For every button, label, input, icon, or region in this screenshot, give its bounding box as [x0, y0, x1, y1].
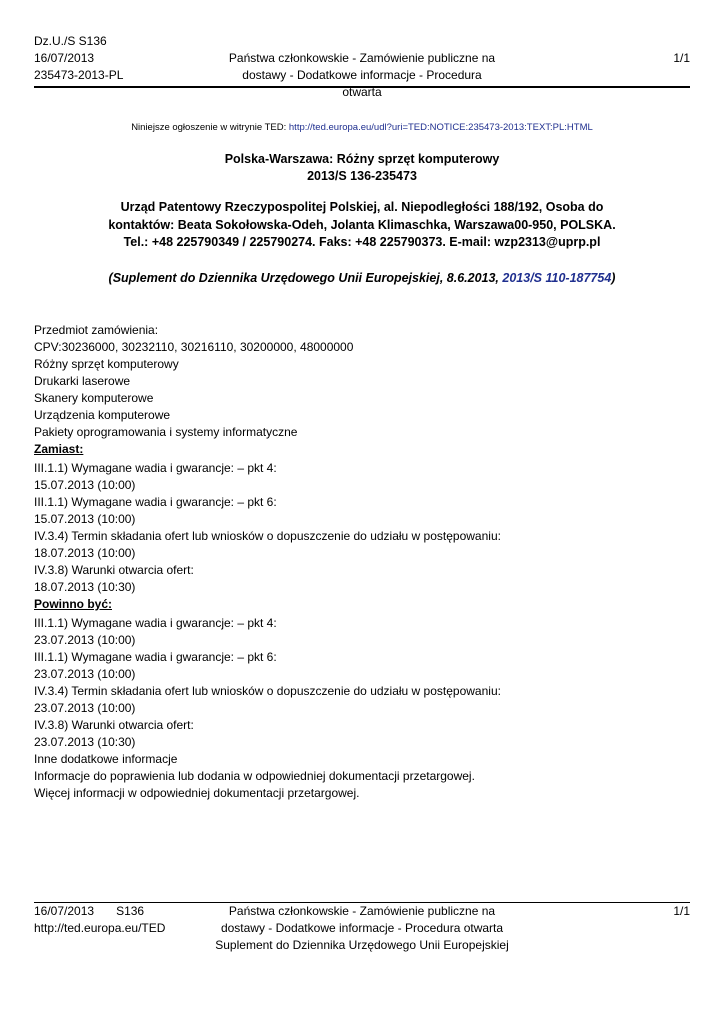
subject-item: Skanery komputerowe	[34, 391, 154, 405]
subject-item: Różny sprzęt komputerowy	[34, 357, 179, 371]
should-be-line: 23.07.2013 (10:00)	[34, 633, 136, 647]
ted-notice-link[interactable]: http://ted.europa.eu/udl?uri=TED:NOTICE:235473-2013:TEXT:PL:HTML	[288, 122, 593, 133]
supplement-suffix: )	[611, 271, 616, 285]
ted-notice-line	[0, 122, 724, 134]
footer-type-line: Państwa członkowskie - Zamówienie publiczne na	[228, 904, 496, 918]
notice-title-line: Polska-Warszawa: Różny sprzęt komputerowy	[224, 152, 500, 166]
instead-line: 15.07.2013 (10:00)	[34, 512, 136, 526]
instead-line: 18.07.2013 (10:30)	[34, 580, 136, 594]
additional-info-line: Więcej informacji w odpowiedniej dokumentacji przetargowej.	[34, 786, 360, 800]
footer-notice-type	[204, 903, 520, 954]
should-be-line: 23.07.2013 (10:00)	[34, 667, 136, 681]
instead-line: 18.07.2013 (10:00)	[34, 546, 136, 560]
footer-series: S136	[116, 904, 145, 918]
supplement-reference	[0, 270, 724, 287]
should-be-line: 23.07.2013 (10:00)	[34, 701, 136, 715]
authority-line: Urząd Patentowy Rzeczypospolitej Polskiej, al. Niepodległości 188/192, Osoba do	[120, 200, 604, 214]
instead-heading: Zamiast:	[34, 442, 84, 456]
header-date: 16/07/2013	[34, 51, 95, 65]
notice-title-number: 2013/S 136-235473	[307, 169, 417, 183]
authority-line: kontaktów: Beata Sokołowska-Odeh, Jolanta Klimaschka, Warszawa00-950, POLSKA.	[108, 217, 616, 232]
footer-type-line: Suplement do Dziennika Urzędowego Unii Europejskiej	[215, 938, 509, 952]
contracting-authority	[80, 199, 644, 252]
notice-body	[34, 322, 684, 802]
page-footer	[34, 903, 690, 957]
supplement-link[interactable]: 2013/S 110-187754	[502, 271, 612, 285]
footer-date-row	[34, 903, 204, 920]
subject-item: Pakiety oprogramowania i systemy informatyczne	[34, 425, 298, 439]
footer-reference	[34, 903, 204, 937]
subject-item: Drukarki laserowe	[34, 374, 131, 388]
should-be-line: 23.07.2013 (10:30)	[34, 735, 136, 749]
should-be-line: III.1.1) Wymagane wadia i gwarancje: – pkt 4:	[34, 616, 277, 630]
header-notice-number: 235473-2013-PL	[34, 68, 124, 82]
footer-date: 16/07/2013	[34, 904, 95, 918]
subject-label: Przedmiot zamówienia:	[34, 323, 159, 337]
instead-line: III.1.1) Wymagane wadia i gwarancje: – pkt 6:	[34, 495, 277, 509]
supplement-prefix: (Suplement do Dziennika Urzędowego Unii Europejskiej, 8.6.2013,	[108, 271, 499, 285]
additional-info-line: Informacje do poprawienia lub dodania w odpowiedniej dokumentacji przetargowej.	[34, 769, 475, 783]
notice-title	[0, 151, 724, 185]
ted-notice-prefix: Niniejsze ogłoszenie w witrynie TED:	[131, 122, 287, 133]
should-be-line: IV.3.4) Termin składania ofert lub wniosków o dopuszczenie do udziału w postępowaniu:	[34, 684, 501, 698]
footer-page-number: 1/1	[673, 904, 690, 918]
header-notice-type	[224, 50, 500, 101]
authority-line: Tel.: +48 225790349 / 225790274. Faks: +48 225790373. E-mail: wzp2313@uprp.pl	[123, 235, 601, 249]
header-divider	[34, 86, 690, 88]
instead-line: III.1.1) Wymagane wadia i gwarancje: – pkt 4:	[34, 461, 277, 475]
header-journal-ref: Dz.U./S S136	[34, 34, 107, 48]
page-header	[34, 33, 690, 99]
cpv-codes: CPV:30236000, 30232110, 30216110, 30200000, 48000000	[34, 340, 354, 354]
footer-url[interactable]: http://ted.europa.eu/TED	[34, 921, 166, 935]
header-page-number: 1/1	[673, 51, 690, 65]
footer-type-line: dostawy - Dodatkowe informacje - Procedura otwarta	[220, 921, 504, 935]
instead-line: IV.3.8) Warunki otwarcia ofert:	[34, 563, 194, 577]
header-reference	[34, 33, 204, 84]
should-be-line: IV.3.8) Warunki otwarcia ofert:	[34, 718, 194, 732]
header-type-line: dostawy - Dodatkowe informacje - Procedura otwarta	[242, 68, 482, 99]
instead-line: 15.07.2013 (10:00)	[34, 478, 136, 492]
instead-line: IV.3.4) Termin składania ofert lub wniosków o dopuszczenie do udziału w postępowaniu:	[34, 529, 501, 543]
should-be-line: III.1.1) Wymagane wadia i gwarancje: – pkt 6:	[34, 650, 277, 664]
subject-item: Urządzenia komputerowe	[34, 408, 171, 422]
header-type-line: Państwa członkowskie - Zamówienie publiczne na	[228, 51, 496, 65]
should-be-heading: Powinno być:	[34, 597, 112, 611]
additional-info-heading: Inne dodatkowe informacje	[34, 752, 178, 766]
